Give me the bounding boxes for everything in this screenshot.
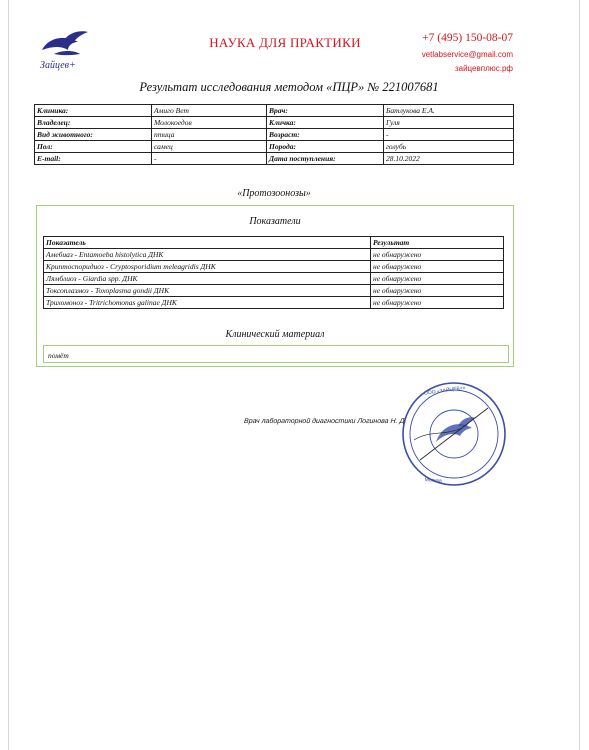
- nickname-value: Гуля: [384, 117, 514, 129]
- col-indicator-header: Показатель: [44, 237, 371, 249]
- date-value: 28.10.2022: [384, 153, 514, 165]
- section-title: «Протозоонозы»: [237, 188, 311, 199]
- contacts: [422, 33, 513, 73]
- svg-text:Москва: Москва: [424, 477, 442, 485]
- owner-value: Молокоедов: [152, 117, 267, 129]
- hare-logo-icon: [34, 28, 96, 72]
- table-row: [35, 105, 514, 117]
- age-value: -: [384, 129, 514, 141]
- result-title: Результат исследования методом «ПЦР» № 221007681: [139, 80, 439, 94]
- email-value: -: [152, 153, 267, 165]
- indicator-result: не обнаружено: [371, 297, 504, 309]
- table-row: [35, 141, 514, 153]
- email-label: E-mail:: [35, 153, 152, 165]
- indicator-result: не обнаружено: [371, 261, 504, 273]
- breed-value: голубь: [384, 141, 514, 153]
- patient-info-table: [34, 104, 514, 165]
- brand-title: НАУКА ДЛЯ ПРАКТИКИ: [209, 35, 361, 50]
- indicator-name: Токсоплазмоз - Toxoplasma gondii ДНК: [44, 285, 371, 297]
- sex-label: Пол:: [35, 141, 152, 153]
- table-row: [44, 273, 504, 285]
- sex-value: самец: [152, 141, 267, 153]
- lab-stamp-icon: [400, 380, 508, 488]
- email-link[interactable]: vetlabservice@gmail.com: [421, 49, 513, 59]
- table-row: [35, 117, 514, 129]
- logo: [34, 28, 96, 72]
- stamp: [400, 380, 508, 488]
- indicators-title: Показатели: [249, 216, 301, 227]
- indicator-name: Криптоспоридиоз - Cryptosporidium meleagridis ДНК: [44, 261, 371, 273]
- table-row: [35, 153, 514, 165]
- table-row: [44, 249, 504, 261]
- nickname-label: Кличка:: [267, 117, 384, 129]
- doctor-value: Батлукова Е.А.: [384, 105, 514, 117]
- indicator-name: Трихомоноз - Tritrichomonas galinae ДНК: [44, 297, 371, 309]
- table-row: [35, 129, 514, 141]
- table-row: [44, 261, 504, 273]
- age-label: Возраст:: [267, 129, 384, 141]
- table-header-row: [44, 237, 504, 249]
- indicator-name: Лямблиоз - Giardia spp. ДНК: [44, 273, 371, 285]
- clinic-value: Амиго Вет: [152, 105, 267, 117]
- table-row: [44, 285, 504, 297]
- indicators-table: [43, 236, 504, 309]
- phone-link[interactable]: +7 (495) 150-08-07: [422, 32, 513, 44]
- logo-text: Зайцев+: [40, 60, 76, 71]
- breed-label: Порода:: [267, 141, 384, 153]
- species-value: птица: [152, 129, 267, 141]
- material-value: помёт: [43, 345, 509, 363]
- doctor-label: Врач:: [267, 105, 384, 117]
- col-result-header: Результат: [371, 237, 504, 249]
- owner-label: Владелец:: [35, 117, 152, 129]
- clinic-label: Клиника:: [35, 105, 152, 117]
- date-label: Дата поступления:: [267, 153, 384, 165]
- indicator-result: не обнаружено: [371, 249, 504, 261]
- indicator-result: не обнаружено: [371, 285, 504, 297]
- site-link[interactable]: зайцевплюс.рф: [454, 63, 513, 73]
- doctor-signature-line: Врач лабораторной диагностики Логинова Н. Д.: [243, 418, 407, 425]
- material-title: Клинический материал: [225, 329, 325, 340]
- table-row: [44, 297, 504, 309]
- svg-text:ООО «ЗАЙЦЕВ+»: ООО «ЗАЙЦЕВ+»: [423, 384, 466, 397]
- indicator-result: не обнаружено: [371, 273, 504, 285]
- indicator-name: Амебиаз - Entamoeba histolytica ДНК: [44, 249, 371, 261]
- species-label: Вид животного:: [35, 129, 152, 141]
